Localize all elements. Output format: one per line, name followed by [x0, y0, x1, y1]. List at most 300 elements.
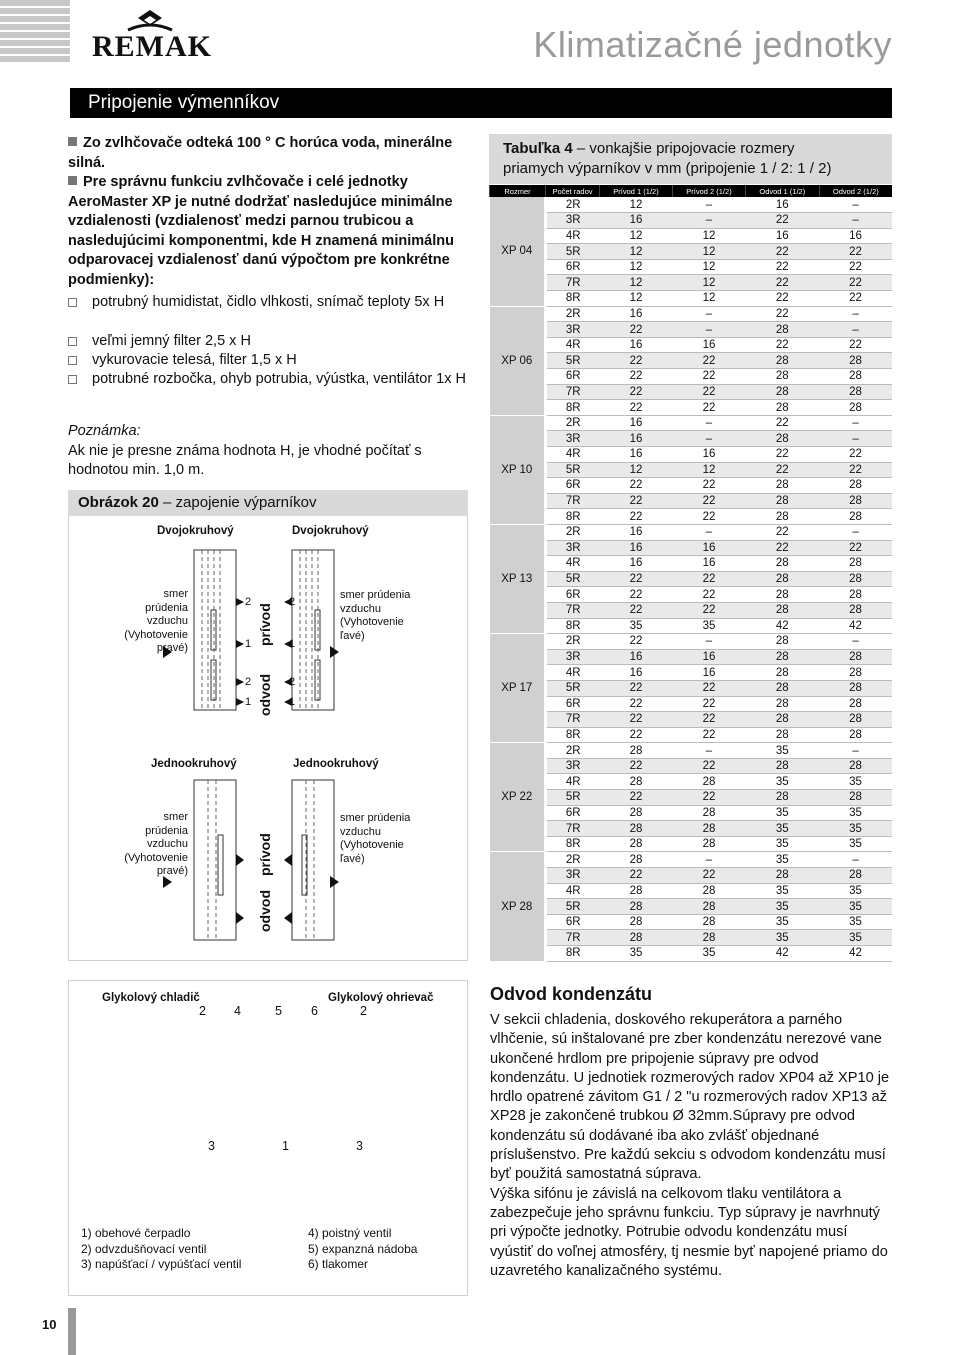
table-row	[490, 696, 893, 712]
model-cell: XP 06	[490, 306, 546, 415]
rows-cell: 8R	[546, 836, 600, 852]
dimension-cell: 12	[600, 197, 673, 213]
dimension-cell: 28	[819, 571, 892, 587]
dimension-cell: 22	[745, 275, 819, 291]
rows-cell: 5R	[546, 353, 600, 369]
table-row	[490, 805, 893, 821]
dimension-cell: 22	[672, 509, 745, 525]
dimension-cell: 35	[745, 899, 819, 915]
dimension-cell: 28	[819, 680, 892, 696]
dimension-cell: 16	[600, 213, 673, 229]
table-row	[490, 665, 893, 681]
dimension-cell: 35	[819, 836, 892, 852]
rows-cell: 2R	[546, 197, 600, 213]
rows-cell: 6R	[546, 369, 600, 385]
table-row	[490, 821, 893, 837]
dimension-cell: 22	[600, 322, 673, 338]
table-row	[490, 868, 893, 884]
dimension-cell: 28	[819, 493, 892, 509]
dimension-cell: –	[672, 322, 745, 338]
dimension-cell: 22	[672, 400, 745, 416]
label-dvojokruhovy-left: Dvojokruhový	[157, 525, 234, 537]
table-row	[490, 930, 893, 946]
hollow-bullet-icon	[68, 337, 77, 346]
dimension-cell: 22	[672, 384, 745, 400]
rows-cell: 4R	[546, 665, 600, 681]
dimension-cell: 22	[672, 587, 745, 603]
callout-number: 2	[199, 1004, 206, 1018]
dimension-cell: 22	[672, 868, 745, 884]
condensate-text: V sekcii chladenia, doskového rekuperátora a parného vlhčenie, sú inštalované pre zber kondenzátu nerezové vane ukončené hrdlom pre pripojenie súpravy pre odvod kondenzátu. U jednotiek rozmerových radov XP04 až XP10 je hrdlo opatrené závitom G1 / 2 "u rozmerových radov XP13 až XP28 je zakončené trubkou Ø 32mm.Súpravy pre odvod kondenzátu sú dodávané iba ako zvlášť objednané príslušenstvo. Pre každú sekciu s odvodom kondenzátu musí byť použitá samostatná súprava. Výška sifónu je závislá na celkovom tlaku ventilátora a zabezpečuje jeho správnu funkciu. Typ súpravy je navrhnutý pri výpočte jednotky. Potrubie odvodu kondenzátu musí vyústiť do voľnej atmosféry, tj nesmie byť napojené priamo do uzavretého kanalizačného systému.	[490, 1012, 890, 1279]
dimension-cell: –	[672, 852, 745, 868]
dimension-cell: 28	[600, 821, 673, 837]
rows-cell: 7R	[546, 712, 600, 728]
rows-cell: 5R	[546, 244, 600, 260]
dimension-cell: –	[819, 852, 892, 868]
label-dvojokruhovy-right: Dvojokruhový	[292, 525, 369, 537]
dimension-cell: 35	[819, 805, 892, 821]
table-row	[490, 322, 893, 338]
dimension-cell: 35	[745, 883, 819, 899]
table-row	[490, 244, 893, 260]
model-cell: XP 04	[490, 197, 546, 306]
glycol-legend-left: 1) obehové čerpadlo 2) odvzdušňovací ventil 3) napúšťací / vypúšťací ventil	[81, 1226, 242, 1271]
dimension-cell: 22	[600, 478, 673, 494]
dimension-cell: 22	[819, 291, 892, 307]
bullet-icon	[68, 176, 77, 185]
rows-cell: 5R	[546, 790, 600, 806]
note-label: Poznámka:	[68, 423, 141, 439]
callout-number: 1	[282, 1139, 289, 1153]
note-text: Ak nie je presne známa hodnota H, je vhodné počítať s hodnotou min. 1,0 m.	[68, 442, 422, 478]
callout-number: 3	[208, 1139, 215, 1153]
dimension-cell: 35	[672, 618, 745, 634]
dimension-cell: 35	[745, 930, 819, 946]
rows-cell: 4R	[546, 337, 600, 353]
dimension-cell: 22	[745, 259, 819, 275]
rows-cell: 8R	[546, 618, 600, 634]
dimension-cell: 22	[745, 540, 819, 556]
column-header: Odvod 2 (1/2)	[819, 185, 892, 197]
table-row	[490, 291, 893, 307]
dimension-cell: 16	[600, 447, 673, 463]
dimension-cell: –	[819, 306, 892, 322]
dimension-cell: 28	[819, 602, 892, 618]
dimension-cell: 22	[600, 384, 673, 400]
rows-cell: 2R	[546, 415, 600, 431]
glycol-heater-title: Glykolový ohrievač	[328, 992, 434, 1004]
dimension-cell: 16	[600, 649, 673, 665]
page-number: 10	[42, 1317, 57, 1332]
dimension-cell: 28	[600, 805, 673, 821]
dimension-cell: 22	[745, 306, 819, 322]
dimension-cell: 22	[745, 447, 819, 463]
dimension-cell: 22	[600, 868, 673, 884]
dimension-cell: 22	[600, 758, 673, 774]
label-odvod: odvod	[257, 890, 273, 932]
dimension-cell: 28	[745, 571, 819, 587]
dimension-cell: 35	[600, 946, 673, 962]
dimension-cell: 22	[600, 634, 673, 650]
dimension-cell: 28	[819, 696, 892, 712]
table-row	[490, 883, 893, 899]
table-row	[490, 618, 893, 634]
table-header-row	[490, 185, 893, 197]
dimension-cell: 22	[745, 415, 819, 431]
rows-cell: 5R	[546, 571, 600, 587]
dimension-cell: 22	[745, 213, 819, 229]
rows-cell: 5R	[546, 680, 600, 696]
dimension-cell: –	[819, 524, 892, 540]
rows-cell: 8R	[546, 509, 600, 525]
dimension-cell: 28	[600, 836, 673, 852]
dimension-cell: 22	[819, 447, 892, 463]
port-number: 2	[289, 676, 296, 688]
dimension-cell: 28	[819, 556, 892, 572]
dimension-cell: 22	[600, 696, 673, 712]
rows-cell: 3R	[546, 649, 600, 665]
column-header: Prívod 1 (1/2)	[600, 185, 673, 197]
glycol-legend-right: 4) poistný ventil 5) expanzná nádoba 6) tlakomer	[308, 1226, 418, 1271]
rows-cell: 2R	[546, 306, 600, 322]
dimension-cell: 28	[819, 665, 892, 681]
rows-cell: 4R	[546, 883, 600, 899]
dimension-cell: 16	[600, 431, 673, 447]
rows-cell: 6R	[546, 914, 600, 930]
dimension-cell: 12	[600, 259, 673, 275]
hollow-bullet-icon	[68, 356, 77, 365]
dimension-cell: 12	[600, 291, 673, 307]
dimension-cell: 22	[672, 493, 745, 509]
dimension-cell: 22	[600, 353, 673, 369]
callout-number: 5	[275, 1004, 282, 1018]
table-row	[490, 836, 893, 852]
table-row	[490, 649, 893, 665]
model-cell: XP 17	[490, 634, 546, 743]
condensate-heading: Odvod kondenzátu	[490, 984, 652, 1004]
glycol-cooler-title: Glykolový chladič	[102, 992, 200, 1004]
dimension-cell: 28	[745, 790, 819, 806]
dimension-cell: 22	[672, 478, 745, 494]
dimension-cell: 28	[600, 914, 673, 930]
rows-cell: 2R	[546, 634, 600, 650]
hollow-bullet-icon	[68, 298, 77, 307]
table-row	[490, 337, 893, 353]
callout-number: 4	[234, 1004, 241, 1018]
dimension-cell: 16	[600, 524, 673, 540]
table-row	[490, 369, 893, 385]
dimension-cell: –	[672, 415, 745, 431]
table-row	[490, 790, 893, 806]
dimension-cell: 35	[819, 774, 892, 790]
port-number: 2	[245, 596, 252, 608]
table-row	[490, 587, 893, 603]
dimension-cell: 28	[819, 384, 892, 400]
dimension-cell: 28	[672, 774, 745, 790]
rows-cell: 6R	[546, 805, 600, 821]
table-row	[490, 431, 893, 447]
dimension-cell: 16	[600, 540, 673, 556]
bullet-icon	[68, 137, 77, 146]
dimension-cell: 28	[819, 369, 892, 385]
paragraph-2: Pre správnu funkciu zvlhčovače i celé jednotky AeroMaster XP je nutné dodržať nasledujúce minimálne vzdialenosti (vzdialenosť medzi parnou trubicou a nasledujúcimi komponentmi, kde H znamená minimálnu odparovacej vzdialenosť danú výpočtom pre konkrétne podmienky):	[68, 174, 454, 288]
port-number: 2	[245, 676, 252, 688]
table-row	[490, 400, 893, 416]
table-row	[490, 228, 893, 244]
dimension-cell: 12	[600, 244, 673, 260]
dimension-cell: –	[672, 634, 745, 650]
dimension-cell: 35	[600, 618, 673, 634]
rows-cell: 7R	[546, 602, 600, 618]
callout-number: 3	[356, 1139, 363, 1153]
dimension-cell: 42	[745, 946, 819, 962]
table-row	[490, 259, 893, 275]
rows-cell: 3R	[546, 213, 600, 229]
dimension-cell: 28	[819, 868, 892, 884]
table-row	[490, 478, 893, 494]
model-cell: XP 13	[490, 524, 546, 633]
dimension-cell: 12	[672, 275, 745, 291]
dimension-cell: 12	[600, 275, 673, 291]
rows-cell: 3R	[546, 540, 600, 556]
dimension-cell: 28	[672, 883, 745, 899]
dimension-cell: 28	[745, 727, 819, 743]
table-row	[490, 727, 893, 743]
table-caption: Tabuľka 4 – vonkajšie pripojovacie rozmery priamych výparníkov v mm (pripojenie 1 / 2: 1 / 2)	[489, 134, 892, 184]
rows-cell: 3R	[546, 431, 600, 447]
dimension-cell: 28	[672, 836, 745, 852]
rows-cell: 4R	[546, 556, 600, 572]
dimension-cell: –	[672, 306, 745, 322]
dimension-cell: –	[819, 197, 892, 213]
dimension-cell: –	[819, 431, 892, 447]
note	[68, 422, 468, 481]
dimension-cell: 28	[745, 649, 819, 665]
column-header: Rozmer	[490, 185, 546, 197]
dimension-cell: 28	[819, 400, 892, 416]
rows-cell: 2R	[546, 743, 600, 759]
model-cell: XP 22	[490, 743, 546, 852]
rows-cell: 7R	[546, 384, 600, 400]
dimension-cell: 28	[745, 602, 819, 618]
dimension-cell: 12	[672, 291, 745, 307]
table-row	[490, 556, 893, 572]
airflow-label-left: smer prúdenia vzduchu (Vyhotovenie ľavé)	[340, 812, 411, 865]
dimension-cell: 22	[672, 353, 745, 369]
table-row	[490, 384, 893, 400]
table-row	[490, 634, 893, 650]
port-number: 1	[289, 696, 296, 708]
table-row	[490, 447, 893, 463]
dimension-cell: 28	[745, 478, 819, 494]
rows-cell: 8R	[546, 727, 600, 743]
dimension-cell: 22	[672, 712, 745, 728]
dimension-cell: 22	[672, 696, 745, 712]
dimension-cell: 28	[819, 509, 892, 525]
dimension-cell: 22	[672, 680, 745, 696]
rows-cell: 8R	[546, 946, 600, 962]
figure-caption: Obrázok 20 – zapojenie výparníkov	[68, 490, 468, 516]
dimension-cell: 22	[672, 369, 745, 385]
callout-number: 2	[360, 1004, 367, 1018]
dimension-cell: 22	[819, 540, 892, 556]
dimension-cell: 28	[600, 743, 673, 759]
logo-text: REMAK	[92, 30, 212, 63]
dimension-cell: 28	[745, 868, 819, 884]
rows-cell: 6R	[546, 259, 600, 275]
dimension-cell: 28	[745, 353, 819, 369]
dimension-cell: 22	[600, 400, 673, 416]
dimension-cell: –	[819, 634, 892, 650]
dimension-cell: 28	[745, 493, 819, 509]
dimension-cell: 12	[672, 259, 745, 275]
dimension-cell: 35	[745, 774, 819, 790]
dimension-cell: 28	[745, 758, 819, 774]
dimension-cell: 22	[600, 790, 673, 806]
list-item: vykurovacie telesá, filter 1,5 x H	[68, 351, 468, 371]
dimension-cell: 22	[672, 758, 745, 774]
dimension-cell: 28	[745, 696, 819, 712]
table-row	[490, 743, 893, 759]
dimension-cell: 28	[672, 821, 745, 837]
table-row	[490, 571, 893, 587]
dimension-cell: 16	[672, 649, 745, 665]
dimension-cell: 28	[600, 883, 673, 899]
label-jednookruhovy-right: Jednookruhový	[293, 758, 379, 770]
table-row	[490, 197, 893, 213]
connection-dimensions-table	[489, 185, 892, 962]
dimension-cell: 22	[600, 680, 673, 696]
dimension-cell: 22	[672, 727, 745, 743]
dimension-cell: –	[672, 743, 745, 759]
port-number: 1	[245, 638, 252, 650]
dimension-cell: 35	[745, 852, 819, 868]
port-number: 1	[245, 696, 252, 708]
rows-cell: 3R	[546, 322, 600, 338]
airflow-label-right: smer prúdenia vzduchu (Vyhotovenie pravé)	[124, 588, 188, 654]
dimension-cell: 16	[672, 337, 745, 353]
dimension-cell: 28	[819, 758, 892, 774]
rows-cell: 5R	[546, 899, 600, 915]
table-row	[490, 415, 893, 431]
dimension-cell: 22	[600, 509, 673, 525]
dimension-cell: 28	[600, 774, 673, 790]
dimension-cell: 16	[745, 197, 819, 213]
airflow-label-right: smer prúdenia vzduchu (Vyhotovenie pravé)	[124, 811, 188, 877]
table-row	[490, 493, 893, 509]
list-item: veľmi jemný filter 2,5 x H	[68, 332, 468, 352]
dimension-cell: 22	[819, 337, 892, 353]
dimension-cell: 22	[819, 244, 892, 260]
model-cell: XP 28	[490, 852, 546, 961]
dimension-cell: 12	[600, 462, 673, 478]
dimension-cell: 28	[745, 400, 819, 416]
dimension-cell: 16	[600, 665, 673, 681]
port-number: 2	[289, 596, 296, 608]
dimension-cell: 35	[745, 805, 819, 821]
table-row	[490, 712, 893, 728]
header-stripes	[0, 0, 70, 62]
dimension-cell: 22	[600, 571, 673, 587]
dimension-cell: 22	[600, 493, 673, 509]
dimension-cell: 12	[672, 228, 745, 244]
dimension-cell: 22	[600, 587, 673, 603]
callout-number: 6	[311, 1004, 318, 1018]
column-header: Odvod 1 (1/2)	[745, 185, 819, 197]
dimension-cell: 28	[819, 712, 892, 728]
dimension-cell: 35	[745, 836, 819, 852]
rows-cell: 5R	[546, 462, 600, 478]
table-row	[490, 680, 893, 696]
dimension-cell: 22	[672, 602, 745, 618]
dimension-cell: 35	[745, 821, 819, 837]
dimension-cell: 28	[745, 369, 819, 385]
dimension-cell: 28	[745, 680, 819, 696]
port-number: 1	[289, 638, 296, 650]
column-header: Počet radov	[546, 185, 600, 197]
label-odvod: odvod	[257, 674, 273, 716]
dimension-cell: –	[672, 213, 745, 229]
airflow-label-left: smer prúdenia vzduchu (Vyhotovenie ľavé)	[340, 589, 411, 642]
table-row	[490, 774, 893, 790]
dimension-cell: 22	[745, 462, 819, 478]
dimension-cell: 28	[745, 587, 819, 603]
model-cell: XP 10	[490, 415, 546, 524]
dimension-cell: 16	[819, 228, 892, 244]
rows-cell: 4R	[546, 447, 600, 463]
dimension-cell: 12	[600, 228, 673, 244]
dimension-cell: 16	[672, 540, 745, 556]
rows-cell: 7R	[546, 821, 600, 837]
dimension-cell: 22	[745, 337, 819, 353]
dimension-cell: 35	[819, 930, 892, 946]
list-item: potrubné rozbočka, ohyb potrubia, výústka, ventilátor 1x H	[68, 370, 468, 390]
dimension-cell: 28	[819, 727, 892, 743]
dimension-cell: 42	[819, 618, 892, 634]
dimension-cell: 22	[600, 727, 673, 743]
dimension-cell: –	[672, 197, 745, 213]
rows-cell: 7R	[546, 930, 600, 946]
dimension-cell: 28	[672, 914, 745, 930]
dimension-cell: 35	[745, 914, 819, 930]
dimension-cell: 22	[672, 790, 745, 806]
page-bar	[68, 1308, 76, 1355]
dimension-cell: 16	[600, 337, 673, 353]
table-row	[490, 602, 893, 618]
rows-cell: 2R	[546, 524, 600, 540]
dimension-cell: –	[672, 524, 745, 540]
rows-cell: 4R	[546, 228, 600, 244]
dimension-cell: 16	[745, 228, 819, 244]
dimension-cell: 16	[600, 415, 673, 431]
dimension-cell: 22	[600, 369, 673, 385]
table-row	[490, 524, 893, 540]
dimension-cell: 28	[600, 899, 673, 915]
rows-cell: 6R	[546, 587, 600, 603]
dimension-cell: 22	[819, 275, 892, 291]
dimension-cell: 22	[819, 462, 892, 478]
dimension-cell: 16	[600, 556, 673, 572]
table-row	[490, 509, 893, 525]
dimension-cell: 28	[600, 852, 673, 868]
table-row	[490, 306, 893, 322]
dimension-cell: –	[819, 322, 892, 338]
dimension-cell: 28	[819, 790, 892, 806]
dimension-cell: 28	[819, 649, 892, 665]
dimension-cell: 12	[672, 462, 745, 478]
hollow-bullet-icon	[68, 375, 77, 384]
paragraph-1: Zo zvlhčovače odteká 100 ° C horúca voda, minerálne silná.	[68, 135, 453, 171]
